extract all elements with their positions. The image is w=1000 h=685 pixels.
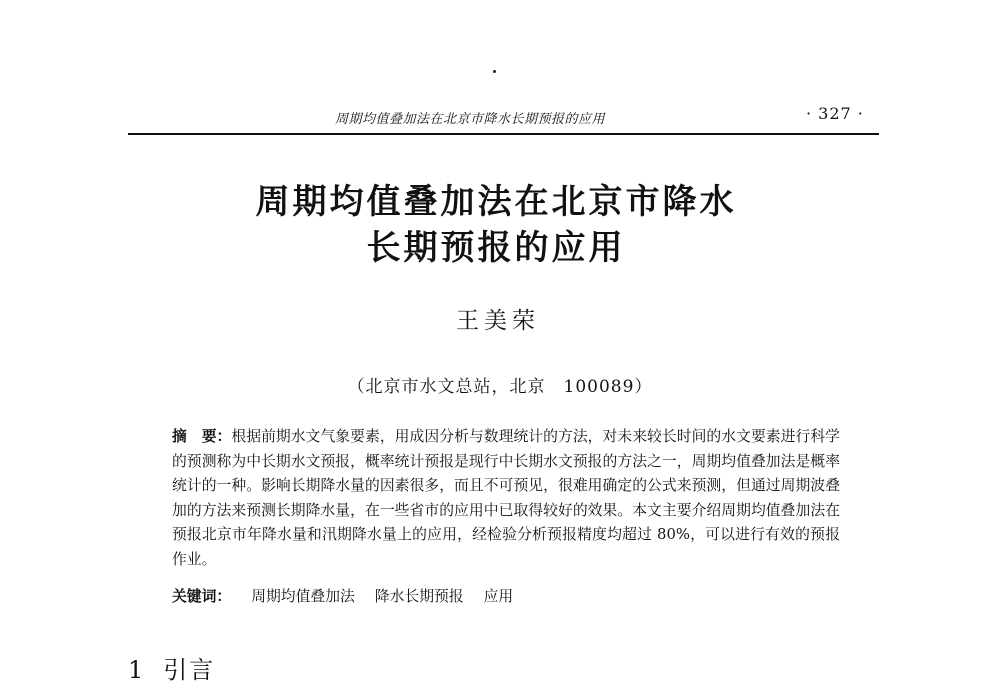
abstract-label: 摘 要：	[172, 428, 232, 445]
keywords	[172, 585, 513, 606]
abstract-text: 根据前期水文气象要素，用成因分析与数理统计的方法，对未来较长时间的水文要素进行科学的预测称为中长期水文预报，概率统计预报是现行中长期水文预报的方法之一，周期均值叠加法是概率统计的一种。影响长期降水量的因素很多，而且不可预见，很难用确定的公式来预测，但通过周期波叠加的方法来预测长期降水量，在一些省市的应用中已取得较好的效果。本文主要介绍周期均值叠加法在预报北京市年降水量和汛期降水量上的应用，经检验分析预报精度均超过 80%，可以进行有效的预报作业。	[172, 428, 840, 568]
paper-title-line-2: 长期预报的应用	[366, 228, 626, 268]
keyword-1: 周期均值叠加法	[251, 588, 355, 605]
page-number: · 327 ·	[806, 104, 864, 123]
keyword-3: 应用	[483, 588, 514, 605]
section-title: 引言	[163, 656, 216, 684]
keywords-label: 关键词：	[172, 588, 232, 605]
paper-title-line-1: 周期均值叠加法在北京市降水	[255, 182, 737, 222]
keyword-2: 降水长期预报	[374, 588, 464, 605]
scan-dot	[493, 70, 496, 73]
author: 王美荣	[456, 308, 540, 334]
running-head: 周期均值叠加法在北京市降水长期预报的应用	[335, 112, 606, 127]
section-number: 1	[128, 656, 146, 684]
abstract	[172, 425, 840, 572]
header-rule	[128, 133, 879, 135]
section-heading	[128, 650, 215, 685]
affiliation: （北京市水文总站，北京 100089）	[347, 377, 653, 397]
